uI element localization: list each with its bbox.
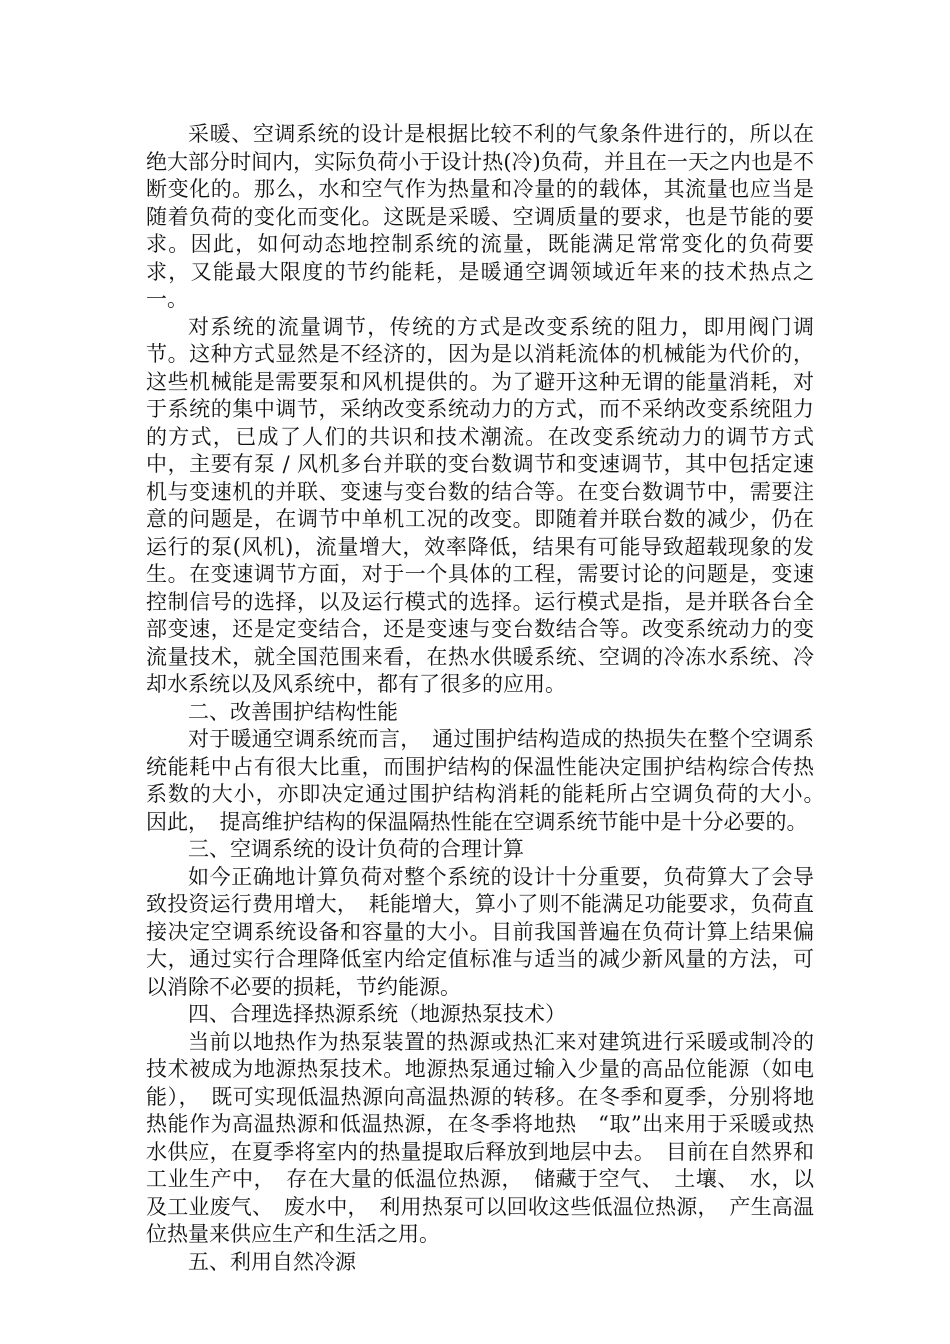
paragraph-flow-regulation: 对系统的流量调节，传统的方式是改变系统的阻力，即用阀门调节。这种方式显然是不经济的，因为是以消耗流体的机械能为代价的，这些机械能是需要泵和风机提供的。为了避开这种无谓的能量消耗，对于系统的集中调节，采纳改变系统动力的方式，而不采纳改变系统阻力的方式，已成了人们的共识和技术潮流。在改变系统动力的调节方式中，主要有泵 / 风机多台并联的变台数调节和变速调节，其中包括定速机与变速机的并联、变速与变台数的结合等。在变台数调节中，需要注意的问题是，在调节中单机工况的改变。即随着并联台数的减少，仍在运行的泵(风机)，流量增大，效率降低，结果有可能导致超载现象的发生。在变速调节方面，对于一个具体的工程，需要讨论的问题是，变速控制信号的选择，以及运行模式的选择。运行模式是指，是并联各台全部变速，还是定变结合，还是变速与变台数结合等。改变系统动力的变流量技术，就全国范围来看，在热水供暖系统、空调的冷冻水系统、冷却水系统以及风系统中，都有了很多的应用。 [146,314,814,696]
section-heading-natural-cooling: 五、利用自然冷源 [188,1249,356,1274]
paragraph-flow-control-intro: 采暖、空调系统的设计是根据比较不利的气象条件进行的，所以在绝大部分时间内，实际负荷小于设计热(冷)负荷，并且在一天之内也是不断变化的。那么，水和空气作为热量和冷量的的载体，其流量也应当是随着负荷的变化而变化。这既是采暖、空调质量的要求，也是节能的要求。因此，如何动态地控制系统的流量，既能满足常常变化的负荷要求，又能最大限度的节约能耗，是暖通空调领域近年来的技术热点之一。 [146,122,814,311]
paragraph-load-calculation: 如今正确地计算负荷对整个系统的设计十分重要，负荷算大了会导致投资运行费用增大， 耗能增大，算小了则不能满足功能要求，负荷直接决定空调系统设备和容量的大小。目前我国普遍在负荷计算上结果偏大，通过实行合理降低室内给定值标准与适当的减少新风量的方法，可以消除不必要的损耗，节约能源。 [146,864,814,999]
section-heading-envelope: 二、改善围护结构性能 [188,699,398,724]
section-heading-heat-source: 四、合理选择热源系统（地源热泵技术） [188,1002,566,1026]
paragraph-envelope: 对于暖通空调系统而言， 通过围护结构造成的热损失在整个空调系统能耗中占有很大比重，而围护结构的保温性能决定围护结构综合传热系数的大小，亦即决定通过围护结构消耗的能耗所占空调负荷的大小。 因此， 提高维护结构的保温隔热性能在空调系统节能中是十分必要的。 [146,727,835,834]
section-heading-load-calculation: 三、空调系统的设计负荷的合理计算 [188,837,524,861]
paragraph-heat-pump: 当前以地热作为热泵装置的热源或热汇来对建筑进行采暖或制冷的技术被成为地源热泵技术。地源热泵通过输入少量的高品位能源（如电能）， 既可实现低温热源向高温热源的转移。在冬季和夏季，分别将地热能作为高温热源和低温热源，在冬季将地热 “取”出来用于采暖或热水供应，在夏季将室内的热量提取后释放到地层中去。 目前在自然界和工业生产中， 存在大量的低温位热源， 储藏于空气、 土壤、 水，以及工业废气、 废水中， 利用热泵可以回收这些低温位热源， 产生高温位热量来供应生产和生活之用。 [146,1029,814,1246]
document-body [146,121,835,1276]
